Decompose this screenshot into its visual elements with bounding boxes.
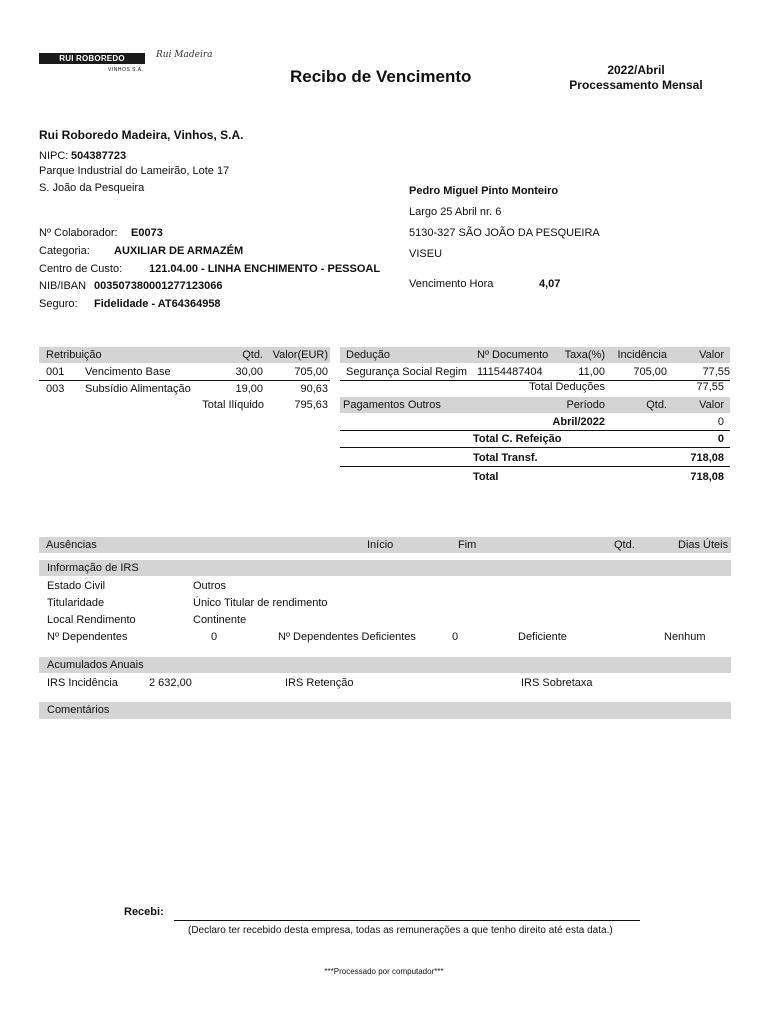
irs-sobretaxa-label: IRS Sobretaxa: [521, 677, 593, 689]
retribuicao-code: 001: [46, 366, 65, 378]
total-deducoes-label: Total Deduções: [529, 381, 605, 393]
titularidade-value: Único Titular de rendimento: [193, 597, 328, 609]
categoria-value: AUXILIAR DE ARMAZÉM: [114, 245, 244, 257]
total-deducoes-value: 77,55: [696, 381, 724, 393]
deficiente-label: Deficiente: [518, 631, 567, 643]
declaration-text: (Declaro ter recebido desta empresa, todas as remunerações a que tenho direito até esta data.): [188, 925, 613, 936]
company-logo: RUI ROBOREDO MADEIRA: [39, 53, 145, 64]
irs-incidencia-label: IRS Incidência: [47, 677, 118, 689]
deducao-valor: 77,55: [702, 366, 730, 378]
titularidade-label: Titularidade: [47, 597, 105, 609]
retribuicao-valor: 90,63: [300, 383, 328, 395]
employee-address-1: Largo 25 Abril nr. 6: [409, 206, 502, 218]
centro-custo-value: 121.04.00 - LINHA ENCHIMENTO - PESSOAL: [149, 263, 381, 275]
total-label: Total: [473, 471, 499, 483]
nib-value: 003507380001277123066: [94, 280, 223, 292]
transf-divider: [340, 466, 730, 467]
retribuicao-valor: 705,00: [294, 366, 328, 378]
centro-custo-label: Centro de Custo:: [39, 263, 123, 275]
colaborador-label: Nº Colaborador:: [39, 227, 118, 239]
dependentes-label: Nº Dependentes: [47, 631, 128, 643]
ausencias-header-qtd: Qtd.: [614, 539, 635, 551]
colaborador-value: E0073: [131, 227, 163, 239]
total-transf-label: Total Transf.: [473, 452, 538, 464]
hourly-rate-label: Vencimento Hora: [409, 278, 494, 290]
irs-incidencia-value: 2 632,00: [149, 677, 192, 689]
pagamentos-divider: [340, 430, 730, 431]
total-iliquido-value: 795,63: [294, 399, 328, 411]
deducao-desc: Segurança Social Regim: [346, 366, 468, 378]
total-iliquido-label: Total Ilíquido: [202, 399, 264, 411]
nipc-label: NIPC:: [39, 150, 69, 162]
retribuicao-desc: Subsídio Alimentação: [85, 383, 191, 395]
company-address-1: Parque Industrial do Lameirão, Lote 17: [39, 165, 230, 177]
employee-address-2: 5130-327 SÃO JOÃO DA PESQUEIRA: [409, 227, 600, 239]
deducao-incidencia: 705,00: [633, 366, 667, 378]
deducao-header-doc: Nº Documento: [477, 349, 549, 361]
seguro-value: Fidelidade - AT64364958: [94, 298, 221, 310]
ausencias-header-inicio: Início: [367, 539, 394, 551]
pagamentos-header-periodo: Período: [566, 399, 605, 411]
deducao-header-taxa: Taxa(%): [564, 349, 605, 361]
nipc-value: 504387723: [71, 150, 127, 162]
total-refeicao-value: 0: [717, 433, 724, 445]
irs-header: [39, 560, 731, 576]
local-rendimento-label: Local Rendimento: [47, 614, 136, 626]
acumulados-title: Acumulados Anuais: [47, 659, 144, 671]
retribuicao-header-qtd: Qtd.: [242, 349, 263, 361]
ausencias-header-fim: Fim: [458, 539, 477, 551]
signature-line: [174, 920, 640, 921]
local-rendimento-value: Continente: [193, 614, 247, 626]
estado-civil-value: Outros: [193, 580, 227, 592]
deducao-doc: 11154487404: [477, 366, 543, 378]
processing-type: Processamento Mensal: [569, 78, 703, 92]
total-value: 718,08: [690, 471, 724, 483]
processed-note: ***Processado por computador***: [324, 967, 444, 976]
total-refeicao-label: Total C. Refeição: [473, 433, 562, 445]
retribuicao-desc: Vencimento Base: [85, 366, 171, 378]
deducao-taxa: 11,00: [578, 366, 605, 378]
seguro-label: Seguro:: [39, 298, 78, 310]
comentarios-title: Comentários: [47, 704, 110, 716]
estado-civil-label: Estado Civil: [47, 580, 106, 592]
company-address-2: S. João da Pesqueira: [39, 182, 145, 194]
comentarios-header: [39, 702, 731, 719]
pagamentos-value: 0: [717, 416, 724, 428]
retribuicao-qtd: 19,00: [235, 383, 263, 395]
ausencias-header-dias: Dias Úteis: [678, 539, 729, 551]
irs-retencao-label: IRS Retenção: [285, 677, 354, 689]
retribuicao-header-desc: Retribuição: [46, 349, 102, 361]
nib-label: NIB/IBAN: [39, 280, 87, 292]
pagamentos-period: Abril/2022: [552, 416, 605, 428]
page-title: Recibo de Vencimento: [290, 67, 472, 86]
pagamentos-header-qtd: Qtd.: [646, 399, 667, 411]
deducao-header-valor: Valor: [699, 349, 724, 361]
dependentes-deficientes-value: 0: [452, 631, 459, 643]
retribuicao-qtd: 30,00: [235, 366, 263, 378]
refeicao-divider: [340, 447, 730, 448]
dependentes-deficientes-label: Nº Dependentes Deficientes: [278, 631, 416, 643]
retribuicao-header-valor: Valor(EUR): [272, 349, 328, 361]
pagamentos-header-valor: Valor: [699, 399, 724, 411]
irs-title: Informação de IRS: [47, 562, 139, 574]
company-signature-logo: Rui Madeira: [156, 50, 213, 60]
retribuicao-code: 003: [46, 383, 65, 395]
deficiente-value: Nenhum: [664, 631, 706, 643]
period-label: 2022/Abril: [607, 63, 665, 77]
employee-address-3: VISEU: [409, 248, 443, 260]
deducao-header-desc: Dedução: [346, 349, 391, 361]
dependentes-value: 0: [211, 631, 218, 643]
ausencias-header-desc: Ausências: [46, 539, 97, 551]
company-name: Rui Roboredo Madeira, Vinhos, S.A.: [39, 128, 244, 142]
company-logo-subtitle: VINHOS S.A.: [108, 67, 144, 73]
employee-name: Pedro Miguel Pinto Monteiro: [409, 185, 559, 197]
recebi-label: Recebi:: [124, 906, 164, 918]
total-transf-value: 718,08: [690, 452, 724, 464]
deducao-header-incidencia: Incidência: [617, 349, 667, 361]
retribuicao-row-divider: [39, 380, 330, 381]
hourly-rate-value: 4,07: [539, 278, 561, 290]
categoria-label: Categoria:: [39, 245, 90, 257]
pagamentos-header-desc: Pagamentos Outros: [343, 399, 441, 411]
